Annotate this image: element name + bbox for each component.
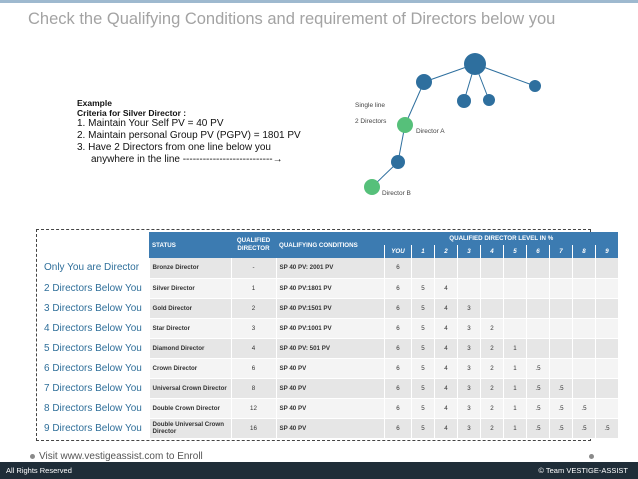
row-label: 5 Directors Below You [42, 338, 149, 358]
level-1-header: 1 [412, 245, 435, 258]
director-a-label: Director A [416, 128, 445, 135]
row-label-header [42, 232, 149, 258]
level-cell [458, 258, 481, 278]
conditions-cell: SP 40 PV [276, 358, 385, 378]
enroll-link[interactable] [30, 451, 203, 462]
level-cell: 5 [412, 298, 435, 318]
level-cell: 4 [435, 318, 458, 338]
table-row [42, 378, 618, 398]
table-row [42, 258, 618, 278]
level-cell [596, 338, 619, 358]
level-cell [481, 298, 504, 318]
level-cell: 5 [412, 358, 435, 378]
status-header: STATUS [149, 232, 231, 258]
row-label: 8 Directors Below You [42, 398, 149, 418]
qualified-cell: 4 [231, 338, 276, 358]
enroll-link-text: Visit www.vestigeassist.com to Enroll [39, 451, 203, 462]
level-cell: 4 [435, 338, 458, 358]
top-accent-bar [0, 0, 638, 3]
level-cell: 5 [412, 278, 435, 298]
level-cell: 4 [435, 358, 458, 378]
level-cell: 6 [385, 278, 412, 298]
level-cell: 5 [412, 338, 435, 358]
row-label: 7 Directors Below You [42, 378, 149, 398]
status-cell: Gold Director [149, 298, 231, 318]
criteria-heading: Criteria for Silver Director : [77, 108, 187, 118]
level-cell [550, 338, 573, 358]
row-label: 4 Directors Below You [42, 318, 149, 338]
level-cell: 3 [458, 378, 481, 398]
bottom-bar [0, 462, 638, 479]
level-2-header: 2 [435, 245, 458, 258]
level-cell: 5 [412, 398, 435, 418]
level-cell: 4 [435, 418, 458, 438]
table-row [42, 338, 618, 358]
qualified-cell: 16 [231, 418, 276, 438]
table-row [42, 318, 618, 338]
criteria-line-2: 2. Maintain personal Group PV (PGPV) = 1801 PV [77, 130, 301, 141]
row-label: 3 Directors Below You [42, 298, 149, 318]
row-label: Only You are Director [42, 258, 149, 278]
qualification-table [42, 232, 618, 439]
level-title-header: QUALIFIED DIRECTOR LEVEL IN % [385, 232, 619, 245]
level-cell: 4 [435, 278, 458, 298]
bullet-dot [589, 454, 594, 459]
level-cell [481, 278, 504, 298]
rights-text: All Rights Reserved [6, 466, 72, 475]
conditions-cell: SP 40 PV:1801 PV [276, 278, 385, 298]
tree-node [391, 155, 405, 169]
level-cell: .5 [527, 358, 550, 378]
level-cell: 3 [458, 398, 481, 418]
level-cell: 4 [435, 298, 458, 318]
level-cell [573, 378, 596, 398]
level-cell [527, 318, 550, 338]
level-cell [550, 298, 573, 318]
level-cell [596, 298, 619, 318]
level-cell: .5 [550, 378, 573, 398]
criteria-line-1: 1. Maintain Your Self PV = 40 PV [77, 118, 224, 129]
level-cell: .5 [573, 398, 596, 418]
level-cell: 2 [481, 378, 504, 398]
level-cell: .5 [573, 418, 596, 438]
level-cell: 2 [481, 318, 504, 338]
level-cell [550, 358, 573, 378]
status-cell: Double Universal Crown Director [149, 418, 231, 438]
conditions-cell: SP 40 PV: 501 PV [276, 338, 385, 358]
tree-node [457, 94, 471, 108]
level-cell: .5 [527, 398, 550, 418]
table-row [42, 398, 618, 418]
level-cell: .5 [596, 418, 619, 438]
level-cell: 5 [412, 318, 435, 338]
level-cell: .5 [527, 378, 550, 398]
level-4-header: 4 [481, 245, 504, 258]
example-criteria [77, 98, 301, 166]
level-cell [527, 338, 550, 358]
status-cell: Double Crown Director [149, 398, 231, 418]
level-cell [550, 258, 573, 278]
status-cell: Diamond Director [149, 338, 231, 358]
level-cell [504, 278, 527, 298]
level-cell [596, 318, 619, 338]
table-row [42, 358, 618, 378]
level-cell [504, 258, 527, 278]
qualified-cell: - [231, 258, 276, 278]
level-7-header: 7 [550, 245, 573, 258]
level-cell: 2 [481, 338, 504, 358]
level-you-header: YOU [385, 245, 412, 258]
level-cell [550, 278, 573, 298]
qualified-cell: 12 [231, 398, 276, 418]
conditions-cell: SP 40 PV:1001 PV [276, 318, 385, 338]
level-cell: 6 [385, 398, 412, 418]
qualified-director-header: QUALIFIED DIRECTOR [231, 232, 276, 258]
qualified-cell: 6 [231, 358, 276, 378]
status-cell: Star Director [149, 318, 231, 338]
level-cell: 3 [458, 418, 481, 438]
qualified-cell: 2 [231, 298, 276, 318]
level-cell [527, 298, 550, 318]
level-cell: 3 [458, 298, 481, 318]
level-cell [596, 258, 619, 278]
level-cell: 6 [385, 378, 412, 398]
conditions-cell: SP 40 PV: 2001 PV [276, 258, 385, 278]
level-cell [573, 258, 596, 278]
qualified-cell: 1 [231, 278, 276, 298]
qualified-cell: 3 [231, 318, 276, 338]
level-cell: 6 [385, 358, 412, 378]
qualified-cell: 8 [231, 378, 276, 398]
criteria-line-3b: anywhere in the line ---------------------------→ [91, 154, 283, 165]
level-cell: 6 [385, 318, 412, 338]
level-cell: 5 [412, 378, 435, 398]
level-cell [573, 298, 596, 318]
level-cell [596, 398, 619, 418]
row-label: 9 Directors Below You [42, 418, 149, 438]
tree-node [529, 80, 541, 92]
level-cell: 6 [385, 298, 412, 318]
level-5-header: 5 [504, 245, 527, 258]
status-cell: Bronze Director [149, 258, 231, 278]
level-cell: 3 [458, 318, 481, 338]
level-cell [458, 278, 481, 298]
qualifying-conditions-header: QUALIFYING CONDITIONS [276, 232, 385, 258]
level-cell: 1 [504, 378, 527, 398]
level-cell: 1 [504, 398, 527, 418]
level-9-header: 9 [596, 245, 619, 258]
team-credit [538, 466, 628, 475]
table-row [42, 418, 618, 438]
conditions-cell: SP 40 PV:1501 PV [276, 298, 385, 318]
conditions-cell: SP 40 PV [276, 378, 385, 398]
level-8-header: 8 [573, 245, 596, 258]
level-cell [550, 318, 573, 338]
level-cell: 4 [435, 398, 458, 418]
level-cell: 4 [435, 378, 458, 398]
level-cell: 2 [481, 358, 504, 378]
team-text: Team VESTIGE-ASSIST [545, 466, 628, 475]
table-row [42, 278, 618, 298]
tree-node [483, 94, 495, 106]
level-cell: 6 [385, 338, 412, 358]
director-b-label: Director B [382, 190, 411, 197]
conditions-cell: SP 40 PV [276, 398, 385, 418]
level-cell [481, 258, 504, 278]
level-cell [504, 318, 527, 338]
level-cell [527, 278, 550, 298]
level-cell [596, 378, 619, 398]
level-cell [412, 258, 435, 278]
level-cell: .5 [527, 418, 550, 438]
table-row [42, 298, 618, 318]
level-3-header: 3 [458, 245, 481, 258]
tree-node [416, 74, 432, 90]
level-cell: 3 [458, 338, 481, 358]
two-directors-label: 2 Directors [355, 118, 387, 125]
director-a-node [397, 117, 413, 133]
level-cell [435, 258, 458, 278]
director-b-node [364, 179, 380, 195]
conditions-cell: SP 40 PV [276, 418, 385, 438]
level-cell: 1 [504, 358, 527, 378]
level-cell: .5 [550, 418, 573, 438]
criteria-line-3: 3. Have 2 Directors from one line below you [77, 142, 271, 153]
level-cell: 5 [412, 418, 435, 438]
bullet-dot [30, 454, 35, 459]
single-line-label: Single line [355, 102, 385, 109]
level-cell: 1 [504, 418, 527, 438]
level-cell [573, 278, 596, 298]
level-cell: 6 [385, 258, 412, 278]
slide-title: Check the Qualifying Conditions and requirement of Directors below you [28, 10, 556, 28]
level-cell: 6 [385, 418, 412, 438]
root-node [464, 53, 486, 75]
level-cell: 1 [504, 338, 527, 358]
copyright-icon: © [538, 466, 544, 475]
level-cell: 2 [481, 418, 504, 438]
level-cell [573, 318, 596, 338]
level-cell [504, 298, 527, 318]
status-cell: Crown Director [149, 358, 231, 378]
status-cell: Silver Director [149, 278, 231, 298]
level-cell: 3 [458, 358, 481, 378]
level-cell: .5 [550, 398, 573, 418]
level-cell [527, 258, 550, 278]
level-cell [573, 358, 596, 378]
level-cell: 2 [481, 398, 504, 418]
level-cell [596, 278, 619, 298]
level-cell [596, 358, 619, 378]
row-label: 6 Directors Below You [42, 358, 149, 378]
level-6-header: 6 [527, 245, 550, 258]
director-tree-diagram [340, 48, 570, 198]
status-cell: Universal Crown Director [149, 378, 231, 398]
example-heading: Example [77, 98, 112, 108]
row-label: 2 Directors Below You [42, 278, 149, 298]
level-cell [573, 338, 596, 358]
